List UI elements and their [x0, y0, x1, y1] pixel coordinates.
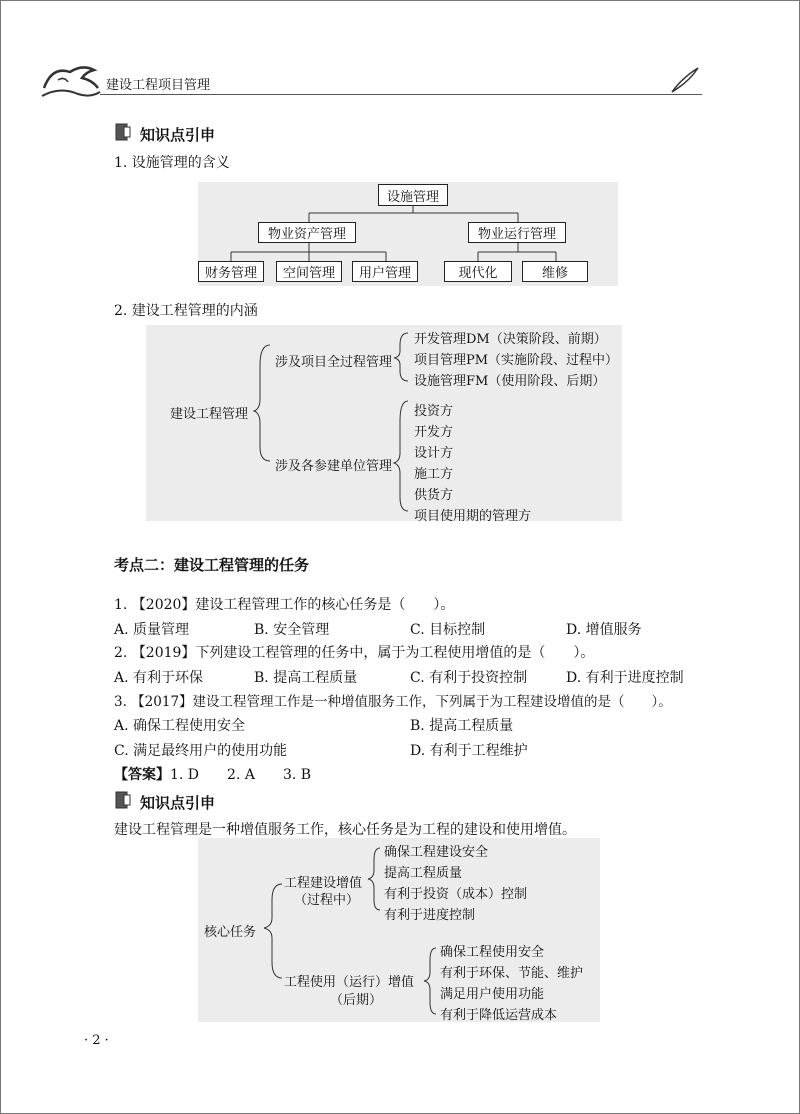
header-title: 建设工程项目管理 — [106, 78, 211, 93]
dragon-logo-icon — [38, 58, 104, 102]
item-heading: 2. 建设工程管理的内涵 — [114, 303, 258, 319]
door-icon — [114, 122, 132, 142]
tree3-leaf: 满足用户使用功能 — [440, 987, 545, 1002]
tree2-root: 建设工程管理 — [170, 407, 249, 422]
question-option: A. 有利于环保 — [114, 670, 204, 686]
header-rule — [100, 94, 702, 95]
question-option: C. 有利于投资控制 — [410, 670, 528, 686]
page-number: · 2 · — [84, 1033, 109, 1048]
tree2-leaf: 设计方 — [414, 446, 454, 461]
quill-icon — [668, 64, 702, 94]
answer-values: 1. D 2. A 3. B — [170, 767, 312, 783]
question-option: D. 增值服务 — [566, 622, 642, 638]
question-option: B. 安全管理 — [254, 622, 330, 638]
tree3-leaf: 有利于进度控制 — [384, 908, 476, 923]
door-icon — [114, 790, 132, 810]
section-title: 考点二：建设工程管理的任务 — [114, 556, 310, 574]
question-option: A. 确保工程使用安全 — [114, 718, 246, 734]
tree2-leaf: 施工方 — [414, 467, 454, 482]
tree3-branch: 工程使用（运行）增值 — [284, 975, 415, 990]
question-option: C. 满足最终用户的使用功能 — [114, 743, 288, 759]
tree1-leaf-box: 现代化 — [444, 261, 512, 282]
tree3-leaf: 确保工程使用安全 — [440, 945, 545, 960]
question-option: B. 提高工程质量 — [410, 718, 514, 734]
tree3-leaf: 提高工程质量 — [384, 866, 463, 881]
question-option: B. 提高工程质量 — [254, 670, 358, 686]
tree3-root: 核心任务 — [204, 925, 257, 940]
answer-label: 【答案】 — [114, 767, 170, 783]
question-option: C. 目标控制 — [410, 622, 486, 638]
tree3-leaf: 有利于环保、节能、维护 — [440, 966, 584, 981]
tree2-branch: 涉及各参建单位管理 — [275, 459, 393, 474]
tree2-leaf: 开发管理DM（决策阶段、前期） — [414, 332, 607, 347]
tree2-leaf: 项目使用期的管理方 — [414, 509, 532, 524]
tree3-branch: 工程建设增值 — [284, 876, 363, 891]
tree1-leaf-box: 用户管理 — [352, 261, 418, 282]
question-stem: 3. 【2017】建设工程管理工作是一种增值服务工作，下列属于为工程建设增值的是（ ）。 — [114, 694, 672, 710]
question-option: D. 有利于进度控制 — [566, 670, 684, 686]
tree2-leaf: 项目管理PM（实施阶段、过程中） — [414, 353, 619, 368]
tree1-right-box: 物业运行管理 — [468, 222, 566, 243]
tree1-left-box: 物业资产管理 — [258, 222, 356, 243]
tree3-branch-sub: （过程中） — [294, 893, 360, 908]
tree3-branch-sub: （后期） — [330, 993, 383, 1008]
question-option: A. 质量管理 — [114, 622, 190, 638]
tree3-leaf: 确保工程建设安全 — [384, 845, 489, 860]
tree2-leaf: 供货方 — [414, 488, 454, 503]
intro-text: 建设工程管理是一种增值服务工作，核心任务是为工程的建设和使用增值。 — [114, 822, 576, 838]
tree1-root-box: 设施管理 — [378, 184, 448, 206]
tree2-leaf: 开发方 — [414, 425, 454, 440]
tree3-leaf: 有利于降低运营成本 — [440, 1008, 558, 1023]
tree3-leaf: 有利于投资（成本）控制 — [384, 887, 528, 902]
tree1-leaf-box: 空间管理 — [276, 261, 342, 282]
tree1-leaf-box: 财务管理 — [198, 261, 264, 282]
section-heading: 知识点引申 — [140, 126, 216, 144]
tree2-leaf: 设施管理FM（使用阶段、后期） — [414, 374, 606, 389]
tree1-leaf-box: 维修 — [522, 261, 588, 282]
tree2-leaf: 投资方 — [414, 404, 454, 419]
tree2-branch: 涉及项目全过程管理 — [275, 355, 393, 370]
question-stem: 2. 【2019】下列建设工程管理的任务中，属于为工程使用增值的是（ ）。 — [114, 645, 595, 661]
item-heading: 1. 设施管理的含义 — [114, 155, 230, 171]
section-heading: 知识点引申 — [140, 794, 216, 812]
answer-line — [114, 764, 311, 784]
question-stem: 1. 【2020】建设工程管理工作的核心任务是（ ）。 — [114, 597, 455, 613]
question-option: D. 有利于工程维护 — [410, 743, 528, 759]
